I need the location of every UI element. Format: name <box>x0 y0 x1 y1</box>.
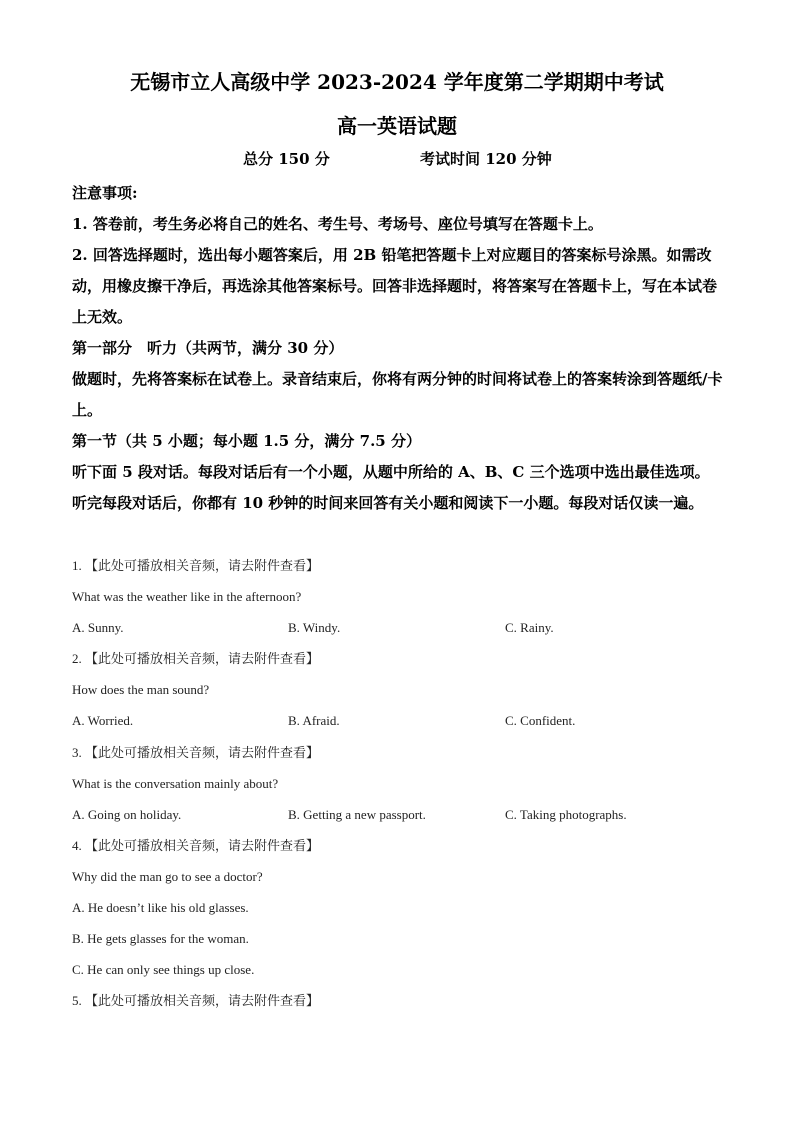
question-stem: How does the man sound? <box>72 682 210 697</box>
exam-title: 无锡市立人高级中学 2023-2024 学年度第二学期期中考试 <box>130 70 664 94</box>
question-stem: Why did the man go to see a doctor? <box>72 869 263 884</box>
section1-title: 第一节（共 5 小题；每小题 1.5 分，满分 7.5 分） <box>72 432 421 450</box>
question-stem: What was the weather like in the afternoon? <box>72 589 302 604</box>
option-c: C. Taking photographs. <box>505 807 627 822</box>
part1-title: 第一部分 听力（共两节，满分 30 分） <box>72 339 344 357</box>
note-item: 1. 答卷前，考生务必将自己的姓名、考生号、考场号、座位号填写在答题卡上。 <box>72 215 603 233</box>
audio-placeholder-link[interactable]: 2. 【此处可播放相关音频，请去附件查看】 <box>72 651 320 666</box>
option-a: A. He doesn’t like his old glasses. <box>72 900 249 915</box>
option-b: B. Getting a new passport. <box>288 807 426 822</box>
option-b: B. Windy. <box>288 620 341 635</box>
option-a: A. Sunny. <box>72 620 124 635</box>
option-c: C. Confident. <box>505 713 576 728</box>
audio-placeholder-link[interactable]: 5. 【此处可播放相关音频，请去附件查看】 <box>72 993 320 1008</box>
question-stem: What is the conversation mainly about? <box>72 776 279 791</box>
exam-time: 考试时间 120 分钟 <box>420 150 552 168</box>
notes-title: 注意事项: <box>72 184 138 202</box>
note-item: 2. 回答选择题时，选出每小题答案后，用 2B 铅笔把答题卡上对应题目的答案标号涂黑。如需改动，用橡皮擦干净后，再选涂其他答案标号。回答非选择题时，将答案写在答题卡上，写在本试卷上无效。 <box>72 246 718 326</box>
option-c: C. Rainy. <box>505 620 554 635</box>
audio-placeholder-link[interactable]: 1. 【此处可播放相关音频，请去附件查看】 <box>72 558 320 573</box>
option-a: A. Worried. <box>72 713 134 728</box>
audio-placeholder-link[interactable]: 3. 【此处可播放相关音频，请去附件查看】 <box>72 745 320 760</box>
part1-instruction: 做题时，先将答案标在试卷上。录音结束后，你将有两分钟的时间将试卷上的答案转涂到答题纸/卡上。 <box>72 370 723 419</box>
audio-placeholder-link[interactable]: 4. 【此处可播放相关音频，请去附件查看】 <box>72 838 320 853</box>
exam-subtitle: 高一英语试题 <box>337 114 457 138</box>
section1-instruction: 听下面 5 段对话。每段对话后有一个小题，从题中所给的 A、B、C 三个选项中选出最佳选项。听完每段对话后，你都有 10 秒钟的时间来回答有关小题和阅读下一小题。每段对话仅读一遍。 <box>72 463 710 512</box>
option-b: B. Afraid. <box>288 713 340 728</box>
option-b: B. He gets glasses for the woman. <box>72 931 249 946</box>
option-c: C. He can only see things up close. <box>72 962 255 977</box>
total-score: 总分 150 分 <box>243 150 330 168</box>
option-a: A. Going on holiday. <box>72 807 182 822</box>
